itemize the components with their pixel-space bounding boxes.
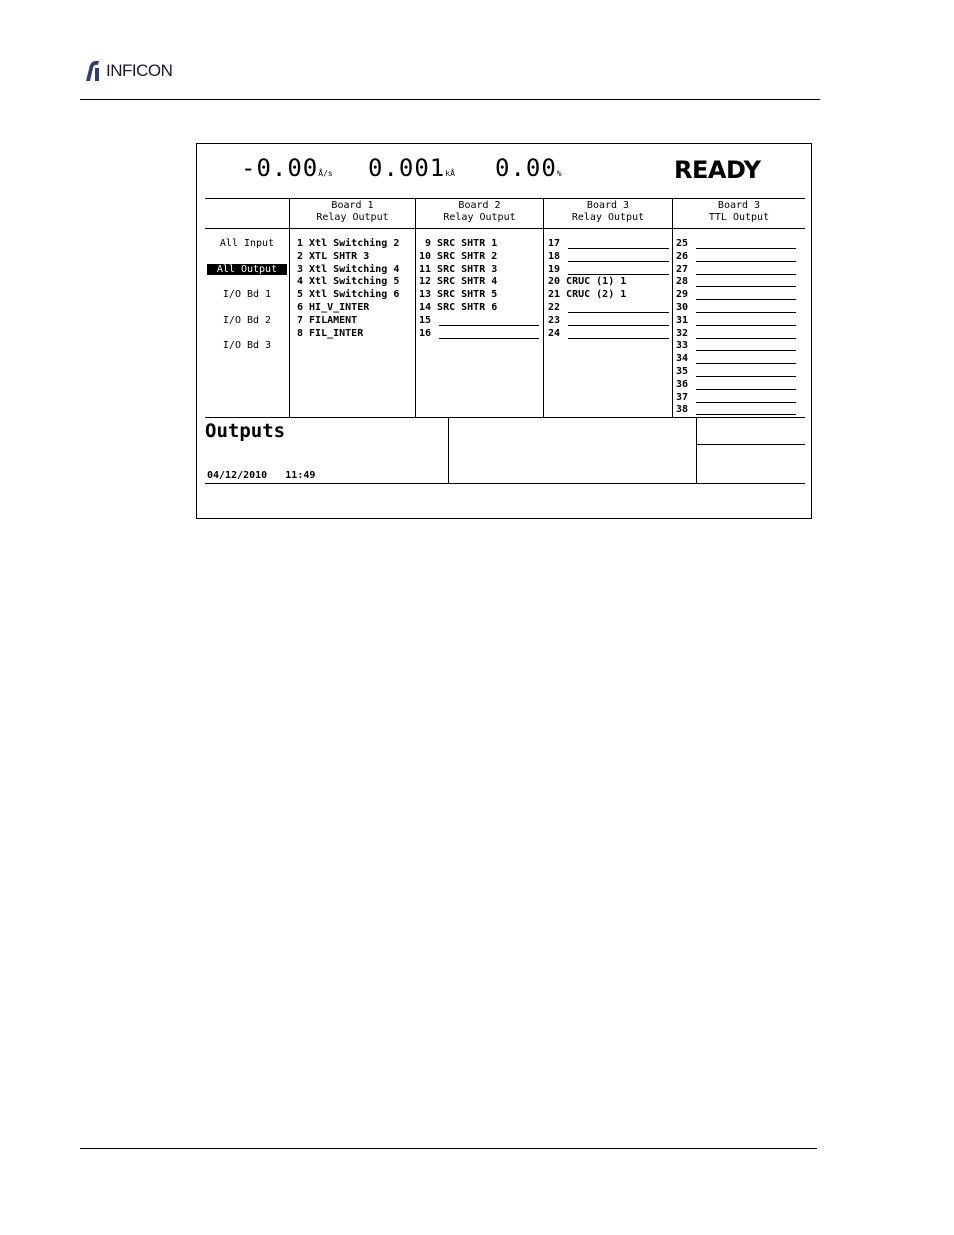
column-header-board3-ttl [673,200,805,224]
output-label: CRUC (2) 1 [566,289,627,301]
output-row[interactable] [676,392,802,405]
unassigned-field [696,303,796,313]
output-number: 14 [419,301,432,313]
header-line: TTL Output [708,212,770,223]
output-row[interactable] [548,238,670,251]
output-number: 34 [676,353,689,365]
output-label: SRC SHTR 5 [437,289,498,301]
power-readout [495,154,562,182]
output-row[interactable] [676,353,802,366]
output-number: 7 [297,314,304,326]
divider [697,444,805,445]
unassigned-field [568,316,669,326]
header-line: Board 2 [458,200,501,211]
output-number: 20 [548,276,561,288]
divider [289,198,290,417]
output-label: SRC SHTR 6 [437,301,498,313]
output-number: 15 [419,314,432,326]
output-number: 28 [676,276,689,288]
unassigned-field [568,239,669,249]
divider [415,198,416,417]
unassigned-field [696,277,796,287]
output-row[interactable] [676,328,802,341]
output-number: 37 [676,391,689,403]
footer-rule [80,1148,817,1149]
unassigned-field [568,265,669,275]
unassigned-field [696,380,796,390]
output-row[interactable] [297,238,415,251]
output-number: 38 [676,404,689,416]
output-number: 6 [297,301,304,313]
unassigned-field [568,303,669,313]
column-header-board1 [290,200,415,224]
thickness-readout [368,154,455,182]
output-number: 13 [419,289,432,301]
output-number: 21 [548,289,561,301]
output-row[interactable] [676,264,802,277]
output-number: 2 [297,250,304,262]
rate-unit: Å/s [318,169,333,178]
output-row[interactable] [676,366,802,379]
output-row[interactable] [297,328,415,341]
output-number: 31 [676,314,689,326]
inficon-logo-icon [82,59,104,83]
output-row[interactable] [676,251,802,264]
unassigned-field [696,393,796,403]
board3-relay-output-list [548,238,670,340]
unassigned-field [696,265,796,275]
output-number: 25 [676,238,689,249]
output-row[interactable] [548,315,670,328]
output-label: Xtl Switching 6 [309,289,400,301]
divider [448,417,449,483]
header-line: Relay Output [571,212,645,223]
unassigned-field [696,354,796,364]
divider [205,198,805,199]
unassigned-field [696,341,796,351]
inficon-logo [82,58,172,84]
header-line: Board 1 [331,200,374,211]
output-number: 3 [297,263,304,275]
page-title: Outputs [205,420,286,442]
output-label: Xtl Switching 4 [309,263,400,275]
menu-all-input[interactable]: All Input [219,238,275,249]
output-row[interactable] [676,379,802,392]
output-row[interactable] [297,315,415,328]
output-row[interactable] [419,315,541,328]
output-label: XTL SHTR 3 [309,250,370,262]
rate-readout [241,154,333,182]
output-label: SRC SHTR 4 [437,276,498,288]
thickness-value: 0.001 [368,154,446,182]
output-number: 8 [297,327,304,339]
output-number: 33 [676,340,689,352]
menu-io-bd-2[interactable]: I/O Bd 2 [222,315,272,326]
unassigned-field [568,329,669,339]
column-header-board3-relay [544,200,672,224]
unassigned-field [696,252,796,262]
output-number: 29 [676,289,689,301]
unassigned-field [696,367,796,377]
output-row[interactable] [297,264,415,277]
unassigned-field [696,239,796,249]
output-number: 9 [419,238,432,249]
output-number: 27 [676,263,689,275]
header-line: Relay Output [316,212,389,223]
output-number: 18 [548,250,561,262]
column-header-board2 [416,200,543,224]
output-row[interactable] [419,251,541,264]
output-row[interactable] [676,289,802,302]
output-label: FIL_INTER [309,327,364,339]
output-number: 12 [419,276,432,288]
output-row[interactable] [419,328,541,341]
output-row[interactable] [419,238,541,251]
output-number: 32 [676,327,689,339]
output-number: 10 [419,250,432,262]
output-row[interactable] [297,302,415,315]
output-label: SRC SHTR 2 [437,250,498,262]
menu-io-bd-3[interactable]: I/O Bd 3 [222,340,272,351]
output-number: 1 [297,238,304,249]
output-row[interactable] [419,276,541,289]
output-row[interactable] [548,251,670,264]
status-text: READY [674,156,761,184]
power-unit: % [556,169,562,178]
output-row[interactable] [419,264,541,277]
header-line: Board 3 [586,200,630,211]
output-row[interactable] [419,289,541,302]
output-label: FILAMENT [309,314,358,326]
date-time [207,470,315,481]
output-label: Xtl Switching 5 [309,276,400,288]
output-row[interactable] [548,328,670,341]
output-row[interactable] [676,238,802,251]
logo-text: INFICON [106,61,173,80]
unassigned-field [696,316,796,326]
output-label: SRC SHTR 1 [437,238,498,249]
output-row[interactable] [297,251,415,264]
divider [543,198,544,417]
output-row[interactable] [676,315,802,328]
output-row[interactable] [548,276,670,289]
output-label: SRC SHTR 3 [437,263,498,275]
menu-io-bd-1[interactable]: I/O Bd 1 [222,289,272,300]
divider [205,483,805,484]
unassigned-field [568,252,669,262]
date-text: 04/12/2010 [207,470,268,481]
output-row[interactable] [676,302,802,315]
header-line: Relay Output [443,212,516,223]
unassigned-field [696,329,796,339]
output-number: 19 [548,263,561,275]
divider [672,198,673,417]
output-number: 5 [297,289,304,301]
output-row[interactable] [297,289,415,302]
output-number: 26 [676,250,689,262]
divider [696,417,697,483]
output-number: 16 [419,327,432,339]
output-label: CRUC (1) 1 [566,276,627,288]
output-number: 22 [548,301,561,313]
output-number: 17 [548,238,561,249]
board2-output-list [419,238,541,340]
output-label: Xtl Switching 2 [309,238,400,249]
header-line: Board 3 [717,200,761,211]
output-number: 11 [419,263,432,275]
unassigned-field [696,290,796,300]
output-label: HI_V_INTER [309,301,370,313]
board1-output-list [297,238,415,340]
output-number: 35 [676,365,689,377]
thickness-unit: kÅ [445,169,455,178]
output-number: 23 [548,314,561,326]
header-rule [80,99,820,100]
output-row[interactable] [676,340,802,353]
instrument-screen [196,143,812,519]
output-row[interactable] [297,276,415,289]
output-number: 24 [548,327,561,339]
unassigned-field [439,316,539,326]
power-value: 0.00 [495,154,557,182]
output-row[interactable] [419,302,541,315]
output-number: 4 [297,276,304,288]
unassigned-field [439,329,539,339]
board3-ttl-output-list [676,238,802,417]
output-row[interactable] [548,264,670,277]
output-row[interactable] [676,276,802,289]
output-row[interactable] [548,302,670,315]
unassigned-field [696,405,796,415]
menu-all-output[interactable]: All Output [207,264,287,275]
output-row[interactable] [676,404,802,417]
output-row[interactable] [548,289,670,302]
time-text: 11:49 [285,470,316,481]
output-number: 30 [676,301,689,313]
output-number: 36 [676,378,689,390]
rate-value: -0.00 [241,154,319,182]
divider [205,228,805,229]
